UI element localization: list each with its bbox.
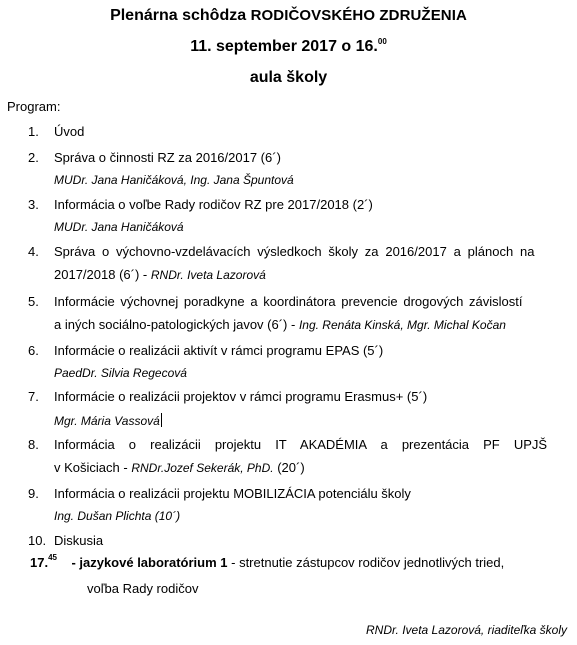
session-description-line2: voľba Rady rodičov xyxy=(87,581,199,596)
item-presenter-row xyxy=(54,509,180,524)
title-organization: RODIČOVSKÉHO ZDRUŽENIA xyxy=(250,7,467,24)
item-number: 9. xyxy=(28,486,39,501)
item-duration: (10´) xyxy=(154,509,181,523)
item-duration: (20´) xyxy=(277,460,305,475)
item-presenter: RNDr. Iveta Lazorová xyxy=(150,268,266,282)
title-prefix: Plenárna schôdza xyxy=(110,7,247,24)
item-number: 7. xyxy=(28,389,39,404)
item-text-part: a iných sociálno-patologických javov (6´) - xyxy=(54,317,296,332)
item-text: Informácia o voľbe Rady rodičov RZ pre 2017/2018 (2´) xyxy=(54,197,373,212)
item-text-line2 xyxy=(54,267,266,283)
item-text: Správa o výchovno-vzdelávacích výsledkoch školy za 2016/2017 a plánoch na xyxy=(54,244,535,259)
item-number: 2. xyxy=(28,150,39,165)
item-presenter: RNDr.Jozef Sekerák, PhD. xyxy=(131,461,274,475)
item-number: 8. xyxy=(28,437,39,452)
item-presenter: MUDr. Jana Haničáková, Ing. Jana Špuntová xyxy=(54,173,294,187)
date-time-sup: 00 xyxy=(377,37,387,46)
item-text: Informácie výchovnej poradkyne a koordinátora prevencie drogových závislostí xyxy=(54,294,523,309)
item-presenter: Ing. Dušan Plichta xyxy=(54,509,152,523)
session-time-sup: 45 xyxy=(48,553,57,562)
session-time: 17. xyxy=(30,555,49,570)
item-text: Informácia o realizácii projektu IT AKADÉMIA a prezentácia PF UPJŠ xyxy=(54,437,548,452)
item-number: 5. xyxy=(28,294,39,309)
page-title xyxy=(0,6,577,26)
item-text: Správa o činnosti RZ za 2016/2017 (6´) xyxy=(54,150,281,165)
date-text: 11. september 2017 o 16. xyxy=(190,38,378,55)
item-text: Informácia o realizácii projektu MOBILIZÁCIA potenciálu školy xyxy=(54,486,411,501)
item-presenter: Mgr. Mária Vassová xyxy=(54,414,160,428)
item-presenter: Ing. Renáta Kinská, Mgr. Michal Kočan xyxy=(298,318,506,332)
item-text: Úvod xyxy=(54,124,85,139)
meeting-date xyxy=(0,37,577,57)
item-text: Informácie o realizácii aktivít v rámci programu EPAS (5´) xyxy=(54,343,384,358)
item-number: 1. xyxy=(28,124,39,139)
item-number: 6. xyxy=(28,343,39,358)
item-text: Informácie o realizácii projektov v rámci programu Erasmus+ (5´) xyxy=(54,389,428,404)
item-presenter: MUDr. Jana Haničáková xyxy=(54,220,184,234)
text-cursor xyxy=(161,413,162,427)
session-row xyxy=(30,555,504,571)
item-presenter-row xyxy=(54,413,162,429)
item-text: Diskusia xyxy=(54,533,104,548)
meeting-place: aula školy xyxy=(249,69,328,86)
session-title: - jazykové laboratórium 1 xyxy=(71,555,228,570)
item-text-part: 2017/2018 (6´) - xyxy=(54,267,148,282)
item-number: 10. xyxy=(28,533,47,548)
item-number: 3. xyxy=(28,197,39,212)
item-text-line2 xyxy=(54,317,506,333)
session-description: - stretnutie zástupcov rodičov jednotlivých tried, xyxy=(231,555,505,570)
signature: RNDr. Iveta Lazorová, riaditeľka školy xyxy=(365,623,567,637)
item-number: 4. xyxy=(28,244,39,259)
program-label: Program: xyxy=(7,99,61,114)
item-text-part: v Košiciach - xyxy=(54,460,128,475)
item-presenter: PaedDr. Silvia Regecová xyxy=(54,366,187,380)
item-text-line2 xyxy=(54,460,305,476)
